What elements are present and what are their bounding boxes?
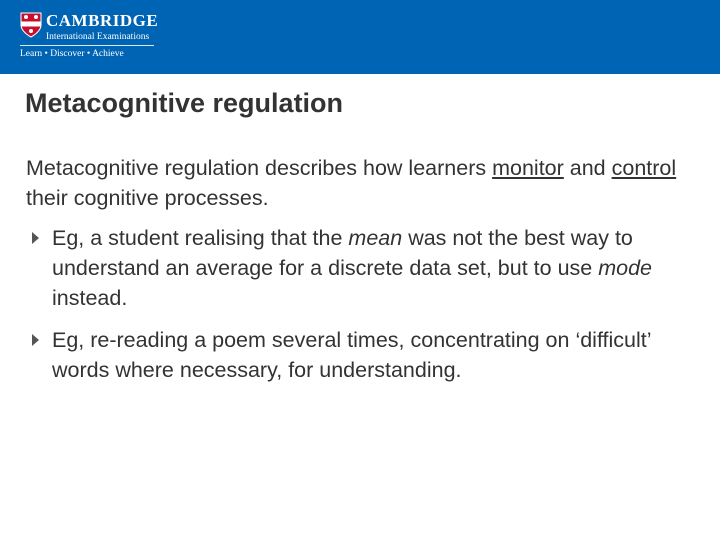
bullet-text: was not the best way to understand an average for a discrete data set, but to use bbox=[52, 226, 633, 280]
logo-divider bbox=[20, 45, 154, 46]
intro-text: their cognitive processes. bbox=[26, 186, 269, 210]
cambridge-shield-icon bbox=[20, 12, 42, 38]
bullet-text: Eg, re-reading a poem several times, concentrating on ‘difficult’ words where necessary, for understanding. bbox=[52, 328, 651, 382]
mean-term: mean bbox=[348, 226, 403, 250]
mode-term: mode bbox=[598, 256, 653, 280]
bullet-list bbox=[30, 223, 700, 397]
triangle-bullet-icon bbox=[32, 334, 39, 346]
intro-paragraph bbox=[26, 153, 696, 213]
bullet-text: instead. bbox=[52, 286, 128, 310]
brand-tagline: Learn • Discover • Achieve bbox=[20, 49, 124, 59]
intro-text: and bbox=[563, 156, 612, 180]
bullet-item bbox=[30, 223, 700, 313]
monitor-term: monitor bbox=[492, 156, 564, 180]
bullet-text: Eg, a student realising that the bbox=[52, 226, 349, 250]
triangle-bullet-icon bbox=[32, 232, 39, 244]
cambridge-logo bbox=[20, 9, 180, 65]
brand-subtitle: International Examinations bbox=[46, 32, 150, 42]
slide-title: Metacognitive regulation bbox=[25, 88, 344, 118]
bullet-item bbox=[30, 325, 700, 385]
intro-text: Metacognitive regulation describes how learners bbox=[26, 156, 493, 180]
header-bar bbox=[0, 0, 720, 74]
brand-name: CAMBRIDGE bbox=[46, 11, 159, 30]
control-term: control bbox=[611, 156, 677, 180]
